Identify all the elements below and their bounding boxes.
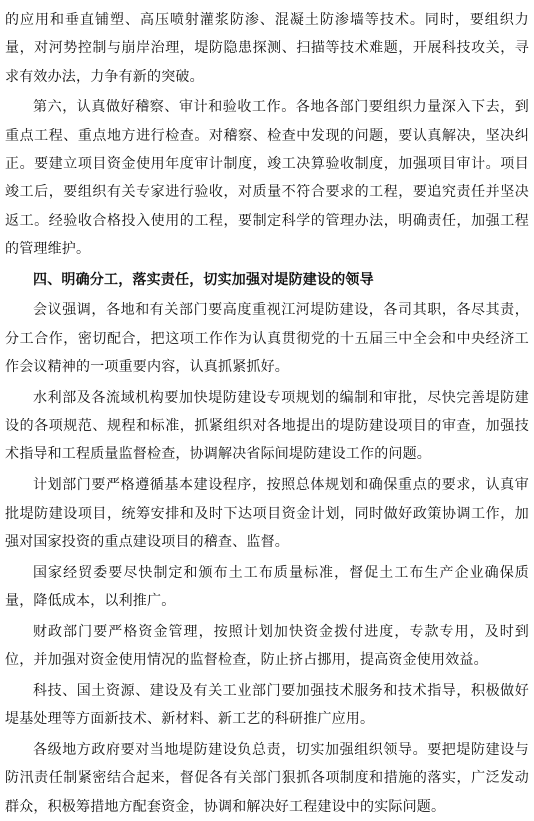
paragraph-science-tech: 科技、国土资源、建设及有关工业部门要加强技术服务和技术指导，积极做好堤基处理等方面新技术、新材料、新工艺的科研推广应用。	[5, 682, 529, 728]
paragraph-meeting-emphasis: 会议强调，各地和有关部门要高度重视江河堤防建设，各司其职，各尽其责，分工合作，密切配合，把这项工作作为认真贯彻党的十五届三中全会和中央经济工作会议精神的一项重要内容，认真抓紧抓好。	[5, 302, 529, 376]
paragraph-continuation: 的应用和垂直铺塑、高压喷射灌浆防渗、混凝土防渗墙等技术。同时，要组织力量，对河势控制与崩岸治理，堤防隐患探测、扫描等技术难题，开展科技攻关，寻求有效办法，力争有新的突破。	[5, 12, 529, 85]
paragraph-planning-dept: 计划部门要严格遵循基本建设程序，按照总体规划和确保重点的要求，认真审批堤防建设项目，统筹安排和及时下达项目资金计划，同时做好政策协调工作，加强对国家投资的重点建设项目的稽查、监督。	[5, 477, 529, 550]
paragraph-economic-commission: 国家经贸委要尽快制定和颁布土工布质量标准，督促土工布生产企业确保质量，降低成本，以利推广。	[5, 564, 529, 609]
section-heading-four: 四、明确分工，落实责任，切实加强对堤防建设的领导	[33, 271, 374, 288]
paragraph-sixth-point-audit: 第六，认真做好稽察、审计和验收工作。各地各部门要组织力量深入下去，到重点工程、重点地方进行检查。对稽察、检查中发现的问题，要认真解决，坚决纠正。要建立项目资金使用年度审计制度，竣工决算验收制度，加强项目审计。项目竣工后，要组织有关专家进行验收，对质量不符合要求的工程，要追究责任并坚决返工。经验收合格投入使用的工程，要制定科学的管理办法，明确责任，加强工程的管理维护。	[5, 99, 529, 257]
paragraph-finance-dept: 财政部门要严格资金管理，按照计划加快资金拨付进度，专款专用，及时到位，并加强对资金使用情况的监督检查，防止挤占挪用，提高资金使用效益。	[5, 623, 529, 669]
paragraph-local-government: 各级地方政府要对当地堤防建设负总责，切实加强组织领导。要把堤防建设与防汛责任制紧密结合起来，督促各有关部门狠抓各项制度和措施的落实，广泛发动群众，积极筹措地方配套资金，协调和解决好工程建设中的实际问题。	[5, 741, 529, 815]
paragraph-water-ministry: 水利部及各流域机构要加快堤防建设专项规划的编制和审批，尽快完善堤防建设的各项规范、规程和标准，抓紧组织对各地提出的堤防建设项目的审查，加强技术指导和工程质量监督检查，协调解决省际间堤防建设工作的问题。	[5, 389, 529, 463]
